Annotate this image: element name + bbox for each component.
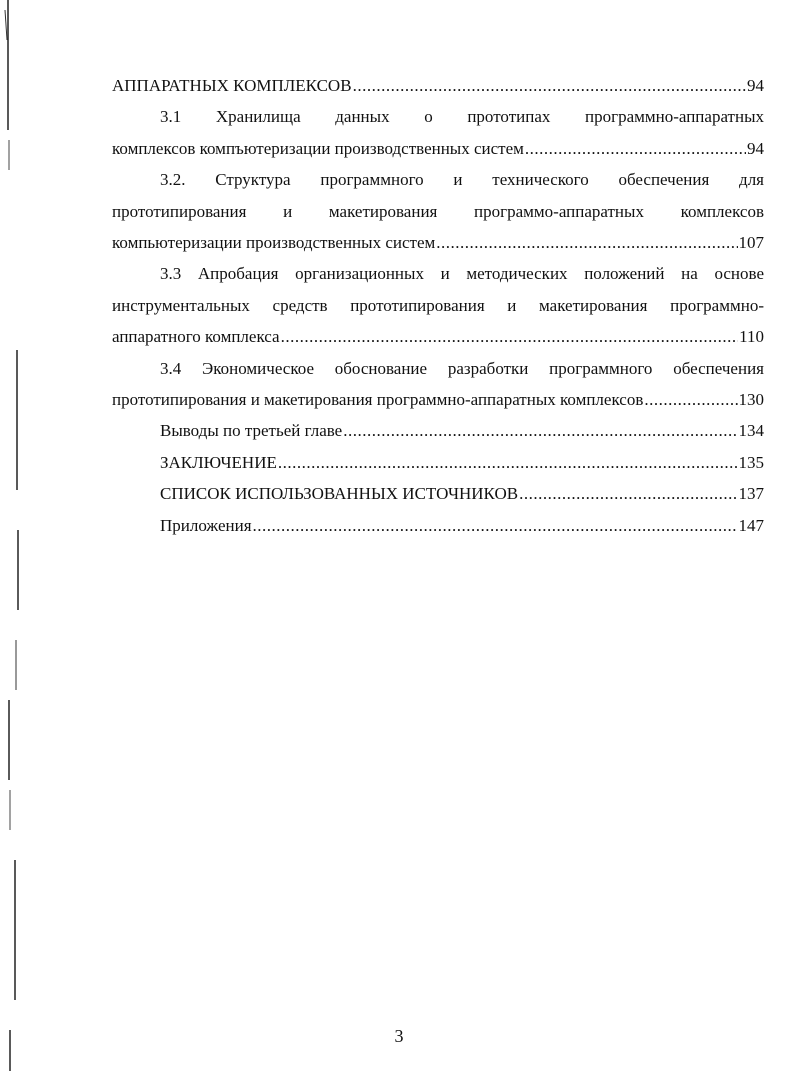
toc-entry-title: 3.3 Апробация организационных и методических положений на основе bbox=[160, 264, 764, 284]
toc-entry-title: СПИСОК ИСПОЛЬЗОВАННЫХ ИСТОЧНИКОВ bbox=[160, 484, 519, 504]
toc-leader-dots bbox=[281, 321, 739, 352]
toc-entry-3-4[interactable] bbox=[112, 353, 764, 416]
toc-leader-dots bbox=[644, 384, 737, 415]
toc-entry-title: 3.4 Экономическое обоснование разработки программного обеспечения bbox=[160, 358, 764, 378]
toc-leader-dots bbox=[519, 478, 737, 509]
toc-page-number: 130 bbox=[738, 390, 764, 410]
toc-page-number: 94 bbox=[747, 138, 764, 158]
toc-page-number: 135 bbox=[738, 452, 764, 472]
toc-entry-title: ЗАКЛЮЧЕНИЕ bbox=[160, 452, 277, 472]
toc-leader-dots bbox=[436, 227, 737, 258]
toc-entry-zaklyuchenie[interactable] bbox=[112, 447, 764, 478]
toc-page-number: 137 bbox=[738, 484, 764, 504]
toc-entry-spisok-istochnikov[interactable] bbox=[112, 478, 764, 509]
toc-entry-3-1[interactable] bbox=[112, 101, 764, 164]
toc-entry-title-cont: компьютеризации производственных систем bbox=[112, 233, 436, 253]
toc-page-number: 107 bbox=[738, 233, 764, 253]
page-number: 3 bbox=[394, 1026, 404, 1046]
toc-entry-3-3[interactable] bbox=[112, 258, 764, 352]
toc-page-number: 134 bbox=[738, 421, 764, 441]
toc-leader-dots bbox=[253, 510, 738, 541]
toc-entry-vyvody[interactable] bbox=[112, 415, 764, 446]
toc-entry-title: Приложения bbox=[160, 515, 252, 535]
toc-entry-apparatnyh-kompleksov[interactable] bbox=[112, 70, 764, 101]
toc-entry-title-cont: прототипирования и макетирования программно-аппаратных комплексов bbox=[112, 390, 644, 410]
toc-entry-title-cont: инструментальных средств прототипирования и макетирования программно- bbox=[112, 295, 764, 315]
toc-page-number: 94 bbox=[747, 76, 764, 95]
toc-page-number: 147 bbox=[738, 515, 764, 535]
toc-entry-prilozheniya[interactable] bbox=[112, 510, 764, 541]
toc-entry-3-2[interactable] bbox=[112, 164, 764, 258]
scan-edge-artifact bbox=[0, 0, 20, 1071]
toc-leader-dots bbox=[525, 133, 746, 164]
toc-entry-title: АППАРАТНЫХ КОМПЛЕКСОВ bbox=[112, 76, 352, 95]
toc-entry-title-cont: прототипирования и макетирования программо-аппаратных комплексов bbox=[112, 201, 764, 221]
toc-page-number: 110 bbox=[739, 327, 764, 347]
toc-leader-dots bbox=[353, 70, 746, 101]
toc-leader-dots bbox=[278, 447, 738, 478]
toc-entry-title: 3.1 Хранилища данных о прототипах программно-аппаратных bbox=[160, 107, 764, 127]
toc-entry-title: 3.2. Структура программного и технического обеспечения для bbox=[160, 170, 764, 190]
toc-leader-dots bbox=[343, 415, 737, 446]
toc-entry-title-cont: аппаратного комплекса bbox=[112, 327, 280, 347]
toc-entry-title-cont: комплексов компъютеризации производственных систем bbox=[112, 138, 524, 158]
table-of-contents bbox=[112, 70, 764, 541]
toc-entry-title: Выводы по третьей главе bbox=[160, 421, 343, 441]
